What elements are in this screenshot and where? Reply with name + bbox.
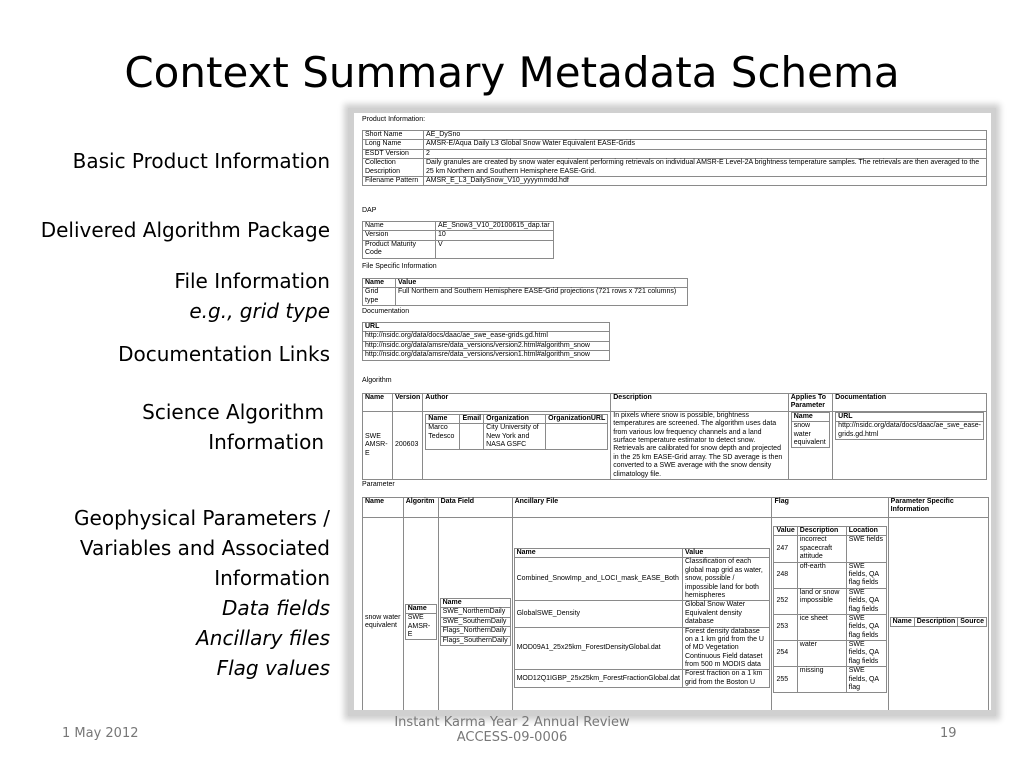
cell-value: AE_Snow3_V10_20100615_dap.tar bbox=[436, 222, 554, 231]
table-row bbox=[440, 608, 510, 617]
table-row bbox=[791, 422, 829, 448]
cell-key: Version bbox=[363, 231, 436, 240]
label-text: Ancillary files bbox=[196, 626, 330, 650]
table-row bbox=[440, 636, 510, 645]
flag-value: 247 bbox=[774, 536, 797, 562]
flag-description: missing bbox=[797, 667, 846, 693]
metadata-document-image bbox=[354, 113, 991, 710]
table-row bbox=[514, 601, 770, 627]
label-documentation-links bbox=[118, 339, 330, 369]
section-heading-algorithm: Algorithm bbox=[362, 377, 392, 384]
table-row bbox=[774, 614, 886, 640]
cell-value: AE_DySno bbox=[424, 131, 987, 140]
cell-value: V bbox=[436, 240, 554, 258]
col-header: URL bbox=[363, 323, 610, 332]
col-header: Description bbox=[797, 527, 846, 536]
flag-description: ice sheet bbox=[797, 614, 846, 640]
param-specific bbox=[888, 518, 988, 711]
col-header: Flag bbox=[772, 498, 888, 518]
cell-value: Daily granules are created by snow water equivalent performing retrievals on individual AMSR-E Level-2A brightness temperature samples. The retrievals are then averaged to the 25 km Northern and Southern Hemisphere EASE-Grid. bbox=[424, 159, 987, 177]
table-row bbox=[836, 412, 984, 421]
param-algorithm bbox=[403, 518, 438, 711]
cell-key: Filename Pattern bbox=[363, 176, 424, 185]
doc-url: http://nsidc.org/data/amsre/data_versions/version2.html#algorithm_snow bbox=[363, 341, 610, 350]
col-header: Email bbox=[460, 414, 484, 423]
table-row bbox=[774, 641, 886, 667]
specific-table bbox=[890, 617, 987, 627]
table-row bbox=[426, 424, 608, 450]
cell-key: Product Maturity Code bbox=[363, 240, 436, 258]
col-header: Parameter Specific Information bbox=[888, 498, 988, 518]
label-text: Flag values bbox=[216, 656, 330, 680]
table-row bbox=[440, 627, 510, 636]
footer-center bbox=[362, 715, 662, 745]
author-org: City University of New York and NASA GSFC bbox=[484, 424, 546, 450]
table-row bbox=[363, 159, 987, 177]
col-header: URL bbox=[836, 412, 984, 421]
cell-value: Full Northern and Southern Hemisphere EASE-Grid projections (721 rows x 721 columns) bbox=[396, 288, 688, 306]
flag-location: SWE fields bbox=[846, 536, 886, 562]
label-text: Delivered Algorithm Package bbox=[40, 218, 330, 242]
col-header: Description bbox=[914, 617, 958, 626]
applies-name: snow water equivalent bbox=[791, 422, 829, 448]
anc-name: Combined_SnowImp_and_LOCI_mask_EASE_Both bbox=[514, 558, 682, 601]
col-header: Applies To Parameter bbox=[788, 394, 832, 412]
flag-value: 255 bbox=[774, 667, 797, 693]
table-row bbox=[363, 240, 554, 258]
table-row bbox=[836, 422, 984, 440]
anc-value: Global Snow Water Equivalent density database bbox=[683, 601, 770, 627]
table-row bbox=[363, 231, 554, 240]
flag-location: SWE fields, QA flag fields bbox=[846, 588, 886, 614]
author-org-url bbox=[546, 424, 608, 450]
flag-description: land or snow impossible bbox=[797, 588, 846, 614]
col-header: Value bbox=[774, 527, 797, 536]
section-heading-parameter: Parameter bbox=[362, 481, 395, 488]
parameter-table bbox=[362, 497, 989, 710]
cell-key: Collection Description bbox=[363, 159, 424, 177]
table-row bbox=[440, 599, 510, 608]
param-name: snow water equivalent bbox=[363, 518, 404, 711]
data-field: SWE_SouthernDaily bbox=[440, 617, 510, 626]
col-header: Value bbox=[683, 549, 770, 558]
data-field: Flags_SouthernDaily bbox=[440, 636, 510, 645]
table-row bbox=[363, 279, 688, 288]
anc-value: Classification of each global map grid as water, snow, possible / impossible land for both hemispheres bbox=[683, 558, 770, 601]
param-data-fields bbox=[438, 518, 512, 711]
applies-table bbox=[791, 412, 830, 449]
alg-documentation bbox=[833, 411, 987, 479]
flag-value: 248 bbox=[774, 562, 797, 588]
table-row bbox=[774, 562, 886, 588]
section-heading-documentation: Documentation bbox=[362, 308, 410, 315]
alg-version: 200603 bbox=[393, 411, 423, 479]
product-info-table bbox=[362, 130, 987, 186]
dap-table bbox=[362, 221, 554, 259]
label-text: Basic Product Information bbox=[72, 149, 330, 173]
algorithm-table bbox=[362, 393, 987, 480]
label-delivered-algorithm-package bbox=[41, 215, 330, 245]
label-text: Data fields bbox=[221, 596, 330, 620]
table-row bbox=[791, 412, 829, 421]
flag-value: 252 bbox=[774, 588, 797, 614]
table-row bbox=[363, 288, 688, 306]
alg-description: In pixels where snow is possible, brightness temperatures are screened. The algorithm uses data from various low frequency channels and a land surface temperature estimator to detect snow. Retrievals are calibrated for snow depth and projected in the 25 km EASE-Grid array. The SD average is then converted to a SWE average with the snow density climatology file. bbox=[611, 411, 789, 479]
anc-value: Forest fraction on a 1 km grid from the Boston U bbox=[683, 670, 770, 688]
label-text: Variables and Associated bbox=[79, 536, 330, 560]
flag-description: incorrect spacecraft attitude bbox=[797, 536, 846, 562]
table-row bbox=[363, 351, 610, 360]
footer-date: 1 May 2012 bbox=[62, 726, 139, 741]
table-row bbox=[426, 414, 608, 423]
col-header: Algoritm bbox=[403, 498, 438, 518]
author-name: Marco Tedesco bbox=[426, 424, 460, 450]
section-heading-file: File Specific Information bbox=[362, 263, 437, 270]
col-header: Name bbox=[791, 412, 829, 421]
table-row bbox=[514, 558, 770, 601]
col-header: Name bbox=[426, 414, 460, 423]
table-row bbox=[514, 549, 770, 558]
table-row bbox=[363, 411, 987, 479]
col-header: Ancillary File bbox=[512, 498, 772, 518]
alg-doc-table bbox=[835, 412, 984, 440]
table-row bbox=[440, 617, 510, 626]
flag-value: 253 bbox=[774, 614, 797, 640]
table-row bbox=[363, 332, 610, 341]
footer-event: Instant Karma Year 2 Annual Review bbox=[394, 715, 630, 730]
table-row bbox=[890, 617, 986, 626]
file-info-table bbox=[362, 278, 688, 306]
param-flags bbox=[772, 518, 888, 711]
label-science-algorithm bbox=[142, 397, 324, 457]
label-example: e.g., grid type bbox=[189, 299, 330, 323]
label-text: Information bbox=[214, 566, 330, 590]
col-header: Name bbox=[890, 617, 914, 626]
table-row bbox=[363, 323, 610, 332]
anc-name: MOD12Q1IGBP_25x25km_ForestFractionGlobal.dat bbox=[514, 670, 682, 688]
col-header: OrganizationURL bbox=[546, 414, 608, 423]
label-text: File Information bbox=[174, 269, 330, 293]
anc-name: MOD09A1_25x25km_ForestDensityGlobal.dat bbox=[514, 627, 682, 670]
col-header: Location bbox=[846, 527, 886, 536]
table-row bbox=[405, 614, 436, 640]
flag-table bbox=[773, 526, 886, 693]
label-text: Documentation Links bbox=[118, 342, 330, 366]
col-header: Name bbox=[363, 394, 393, 412]
table-row bbox=[774, 527, 886, 536]
label-text: Science Algorithm bbox=[142, 400, 324, 424]
anc-value: Forest density database on a 1 km grid from the U of MD Vegetation Continuous Field dataset from 500 m MODIS data bbox=[683, 627, 770, 670]
cell-value: 2 bbox=[424, 149, 987, 158]
label-text: Geophysical Parameters / bbox=[74, 506, 330, 530]
cell-key: Name bbox=[363, 222, 436, 231]
cell-key: Short Name bbox=[363, 131, 424, 140]
label-geophysical-parameters bbox=[74, 503, 330, 683]
slide-title: Context Summary Metadata Schema bbox=[124, 48, 900, 97]
cell-key: Long Name bbox=[363, 140, 424, 149]
alg-author bbox=[423, 411, 611, 479]
author-email bbox=[460, 424, 484, 450]
param-alg-name: SWE AMSR-E bbox=[405, 614, 436, 640]
table-row bbox=[363, 140, 987, 149]
alg-applies bbox=[788, 411, 832, 479]
table-row bbox=[363, 341, 610, 350]
col-header: Value bbox=[396, 279, 688, 288]
section-heading-dap: DAP bbox=[362, 207, 377, 214]
label-basic-product-info bbox=[73, 146, 330, 176]
data-field: Flags_NorthernDaily bbox=[440, 627, 510, 636]
table-row bbox=[363, 394, 987, 412]
table-row bbox=[363, 176, 987, 185]
table-row bbox=[363, 498, 989, 518]
flag-location: SWE fields, QA flag fields bbox=[846, 562, 886, 588]
section-heading-product: Product Information: bbox=[362, 116, 426, 123]
anc-name: GlobalSWE_Density bbox=[514, 601, 682, 627]
table-row bbox=[363, 518, 989, 711]
table-row bbox=[363, 131, 987, 140]
table-row bbox=[514, 627, 770, 670]
cell-name: Grid type bbox=[363, 288, 396, 306]
documentation-table bbox=[362, 322, 610, 361]
col-header: Name bbox=[363, 498, 404, 518]
flag-description: off-earth bbox=[797, 562, 846, 588]
table-row bbox=[774, 667, 886, 693]
table-row bbox=[405, 604, 436, 613]
flag-location: SWE fields, QA flag fields bbox=[846, 641, 886, 667]
author-table bbox=[425, 414, 608, 451]
cell-key: ESDT Version bbox=[363, 149, 424, 158]
col-header: Data Field bbox=[438, 498, 512, 518]
footer-project-id: ACCESS-09-0006 bbox=[456, 730, 568, 745]
flag-location: SWE fields, QA flag fields bbox=[846, 614, 886, 640]
col-header: Documentation bbox=[833, 394, 987, 412]
col-header: Name bbox=[363, 279, 396, 288]
label-text: Information bbox=[208, 430, 324, 454]
table-row bbox=[774, 536, 886, 562]
data-field-table bbox=[440, 598, 511, 646]
table-row bbox=[363, 222, 554, 231]
col-header: Organization bbox=[484, 414, 546, 423]
alg-doc-url: http://nsidc.org/data/docs/daac/ae_swe_ease-grids.gd.html bbox=[836, 422, 984, 440]
col-header: Description bbox=[611, 394, 789, 412]
flag-description: water bbox=[797, 641, 846, 667]
label-file-information bbox=[174, 266, 330, 326]
cell-value: 10 bbox=[436, 231, 554, 240]
doc-url: http://nsidc.org/data/amsre/data_versions/version1.html#algorithm_snow bbox=[363, 351, 610, 360]
col-header: Name bbox=[405, 604, 436, 613]
cell-value: AMSR_E_L3_DailySnow_V10_yyyymmdd.hdf bbox=[424, 176, 987, 185]
table-row bbox=[363, 149, 987, 158]
slide-number: 19 bbox=[940, 726, 957, 741]
col-header: Name bbox=[440, 599, 510, 608]
data-field: SWE_NorthernDaily bbox=[440, 608, 510, 617]
param-ancillary bbox=[512, 518, 772, 711]
col-header: Author bbox=[423, 394, 611, 412]
ancillary-table bbox=[514, 548, 771, 688]
col-header: Version bbox=[393, 394, 423, 412]
table-row bbox=[514, 670, 770, 688]
col-header: Source bbox=[958, 617, 987, 626]
table-row bbox=[774, 588, 886, 614]
cell-value: AMSR-E/Aqua Daily L3 Global Snow Water Equivalent EASE-Grids bbox=[424, 140, 987, 149]
param-alg-table bbox=[405, 604, 437, 641]
alg-name: SWE AMSR-E bbox=[363, 411, 393, 479]
col-header: Name bbox=[514, 549, 682, 558]
flag-value: 254 bbox=[774, 641, 797, 667]
doc-url: http://nsidc.org/data/docs/daac/ae_swe_ease-grids.gd.html bbox=[363, 332, 610, 341]
flag-location: SWE fields, QA flag bbox=[846, 667, 886, 693]
